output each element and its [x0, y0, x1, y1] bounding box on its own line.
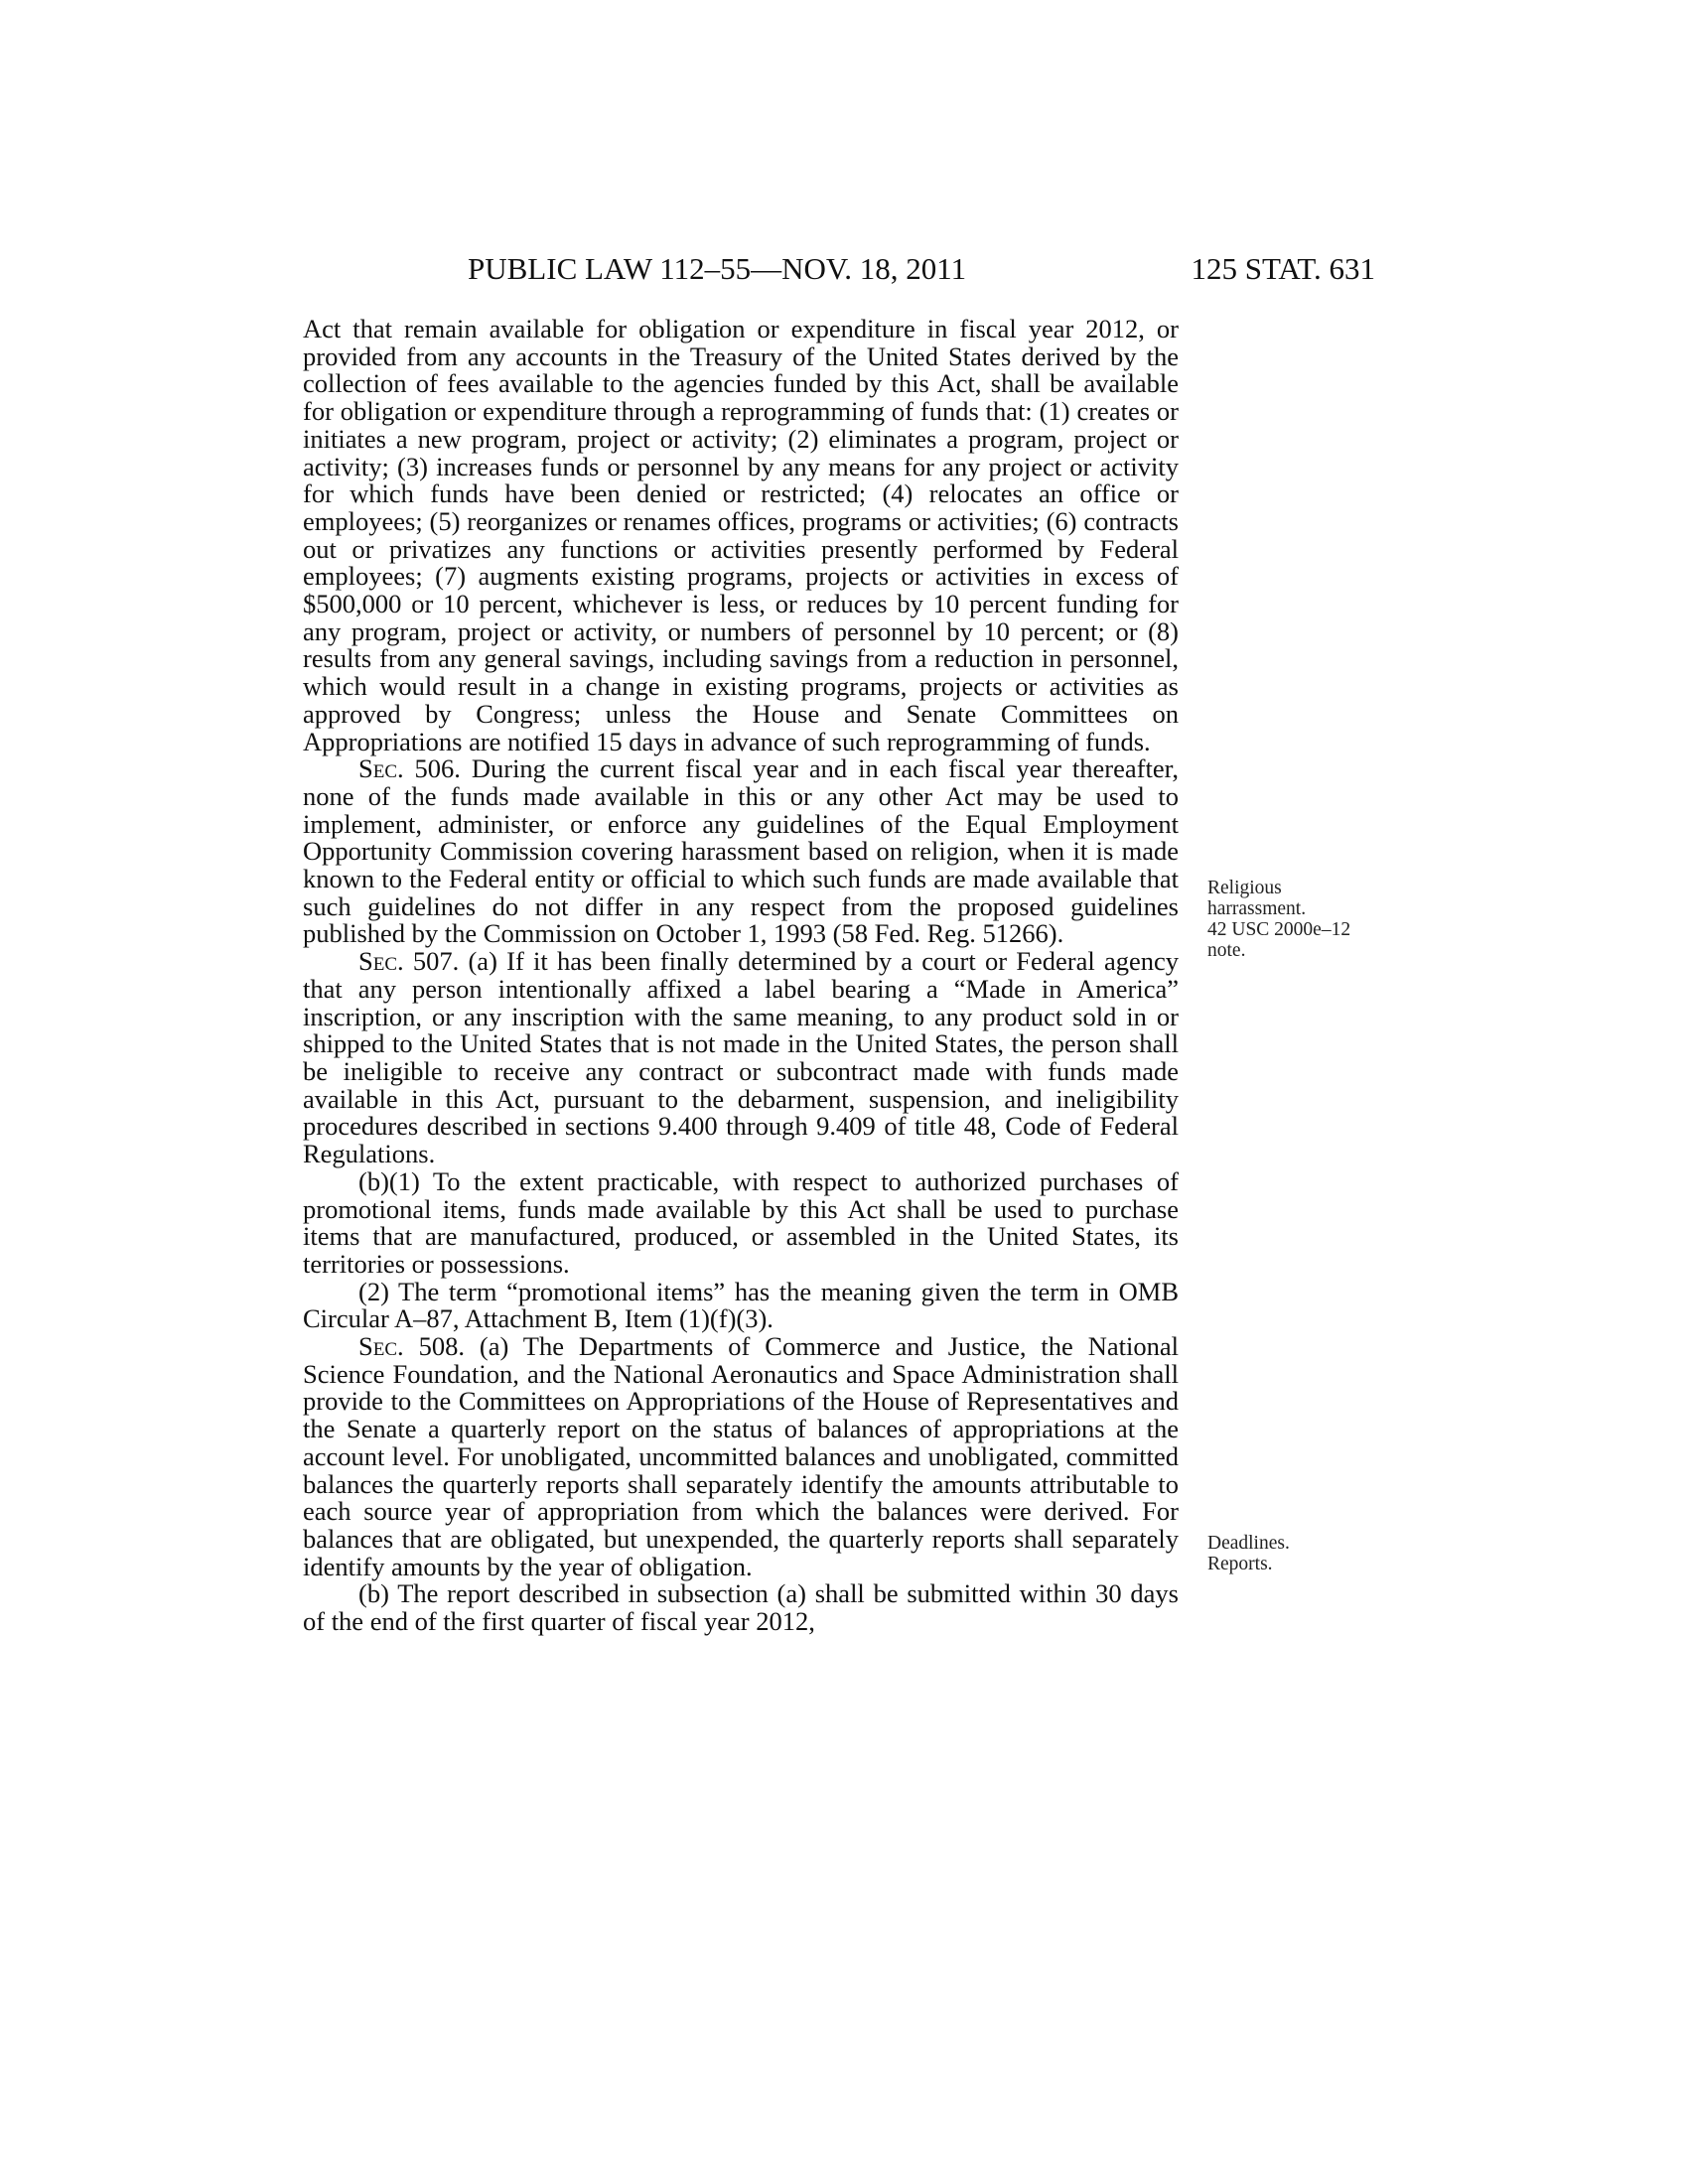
statute-page-number: 125 STAT. 631	[1191, 251, 1375, 286]
margin-note-line: Reports.	[1207, 1554, 1273, 1574]
margin-note-deadlines-reports	[1207, 1533, 1396, 1574]
margin-note-religious-harassment	[1207, 878, 1396, 961]
section-507-b2: (2) The term “promotional items” has the meaning given the term in OMB Circular A–87, Attachment B, Item (1)(f)(3).	[303, 1276, 1179, 1334]
section-508-label: Sec. 508.	[358, 1331, 465, 1362]
section-506-text: During the current fiscal year and in each fiscal year thereafter, none of the funds made available in this or any other Act may be used to implement, administer, or enforce any guidelines of the Equal Employment Opportunity Commission covering harassment based on religion, when it is made known to the Federal entity or official to which such funds are made available that such guidelines do not differ in any respect from the proposed guidelines published by the Commission on October 1, 1993 (58 Fed. Reg. 51266).	[303, 753, 1179, 949]
section-508-b: (b) The report described in subsection (a) shall be submitted within 30 days of the end of the first quarter of fiscal year 2012,	[303, 1578, 1179, 1637]
margin-note-line: Deadlines.	[1207, 1533, 1290, 1554]
section-507-text: (a) If it has been finally determined by a court or Federal agency that any person intentionally affixed a label bearing a “Made in America” inscription, or any inscription with the same meaning, to any product sold in or shipped to the United States that is not made in the United States, the person shall be ineligible to receive any contract or subcontract made with funds made available in this Act, pursuant to the debarment, suspension, and ineligibility procedures described in sections 9.400 through 9.409 of title 48, Code of Federal Regulations.	[303, 946, 1179, 1169]
law-title: PUBLIC LAW 112–55—NOV. 18, 2011	[468, 251, 967, 286]
margin-note-line: note.	[1207, 940, 1246, 961]
running-header	[303, 249, 1375, 289]
section-507-b1: (b)(1) To the extent practicable, with respect to authorized purchases of promotional items, funds made available by this Act shall be used to purchase items that are manufactured, produced, or assembled in the United States, its territories or possessions.	[303, 1165, 1179, 1279]
margin-note-line: Religious	[1207, 878, 1282, 898]
section-506	[303, 755, 1179, 948]
section-507	[303, 948, 1179, 1168]
section-506-label: Sec. 506.	[358, 753, 461, 784]
section-508-text: (a) The Departments of Commerce and Justice, the National Science Foundation, and the National Aeronautics and Space Administration shall provide to the Committees on Appropriations of the House of Representatives and the Senate a quarterly report on the status of balances of appropriations at the account level. For unobligated, uncommitted balances and unobligated, committed balances the quarterly reports shall separately identify the amounts attributable to each source year of appropriation from which the balances were derived. For balances that are obligated, but unexpended, the quarterly reports shall separately identify amounts by the year of obligation.	[303, 1331, 1179, 1581]
margin-note-line: 42 USC 2000e–12	[1207, 919, 1351, 940]
paragraph-continuation: Act that remain available for obligation or expenditure in fiscal year 2012, or provided from any accounts in the Treasury of the United States derived by the collection of fees available to the agencies funded by this Act, shall be available for obligation or expenditure through a reprogramming of funds that: (1) creates or initiates a new program, project or activity; (2) eliminates a program, project or activity; (3) increases funds or personnel by any means for any project or activity for which funds have been denied or restricted; (4) relocates an office or employees; (5) reorganizes or renames offices, programs or activities; (6) contracts out or privatizes any functions or activities presently performed by Federal employees; (7) augments existing programs, projects or activities in excess of $500,000 or 10 percent, whichever is less, or reduces by 10 percent funding for any program, project or activity, or numbers of personnel by 10 percent; or (8) results from any general savings, including savings from a reduction in personnel, which would result in a change in existing programs, projects or activities as approved by Congress; unless the House and Senate Committees on Appropriations are notified 15 days in advance of such reprogramming of funds.	[303, 314, 1179, 756]
section-508	[303, 1333, 1179, 1580]
body-text	[303, 316, 1179, 1636]
section-507-label: Sec. 507.	[358, 946, 460, 977]
margin-note-line: harrassment.	[1207, 898, 1307, 919]
